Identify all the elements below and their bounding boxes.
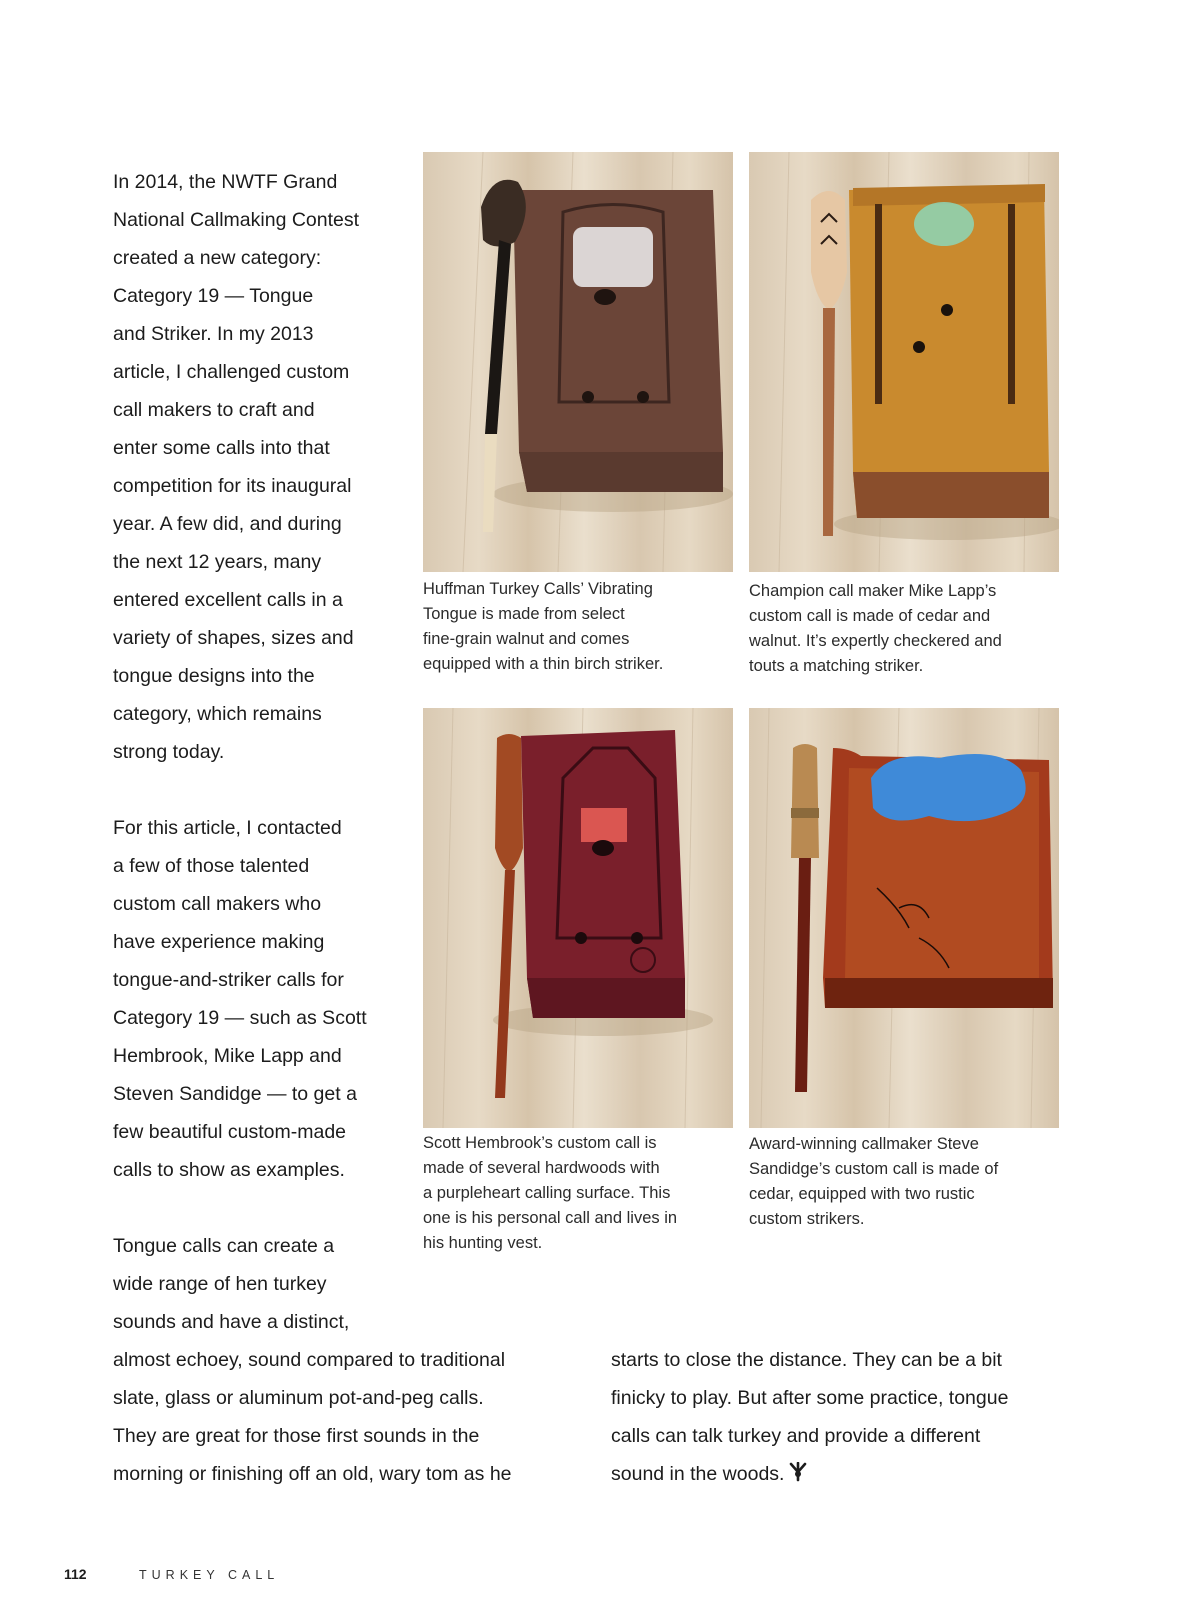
caption-huffman xyxy=(423,577,733,677)
body-line: Category 19 — such as Scott xyxy=(113,1007,367,1029)
caption-sandidge xyxy=(749,1132,1059,1232)
body-line: Tongue calls can create a xyxy=(113,1235,335,1257)
body-line: few beautiful custom-made xyxy=(113,1121,347,1143)
caption-lapp xyxy=(749,579,1059,679)
photo-huffman-call xyxy=(423,152,733,572)
caption-line: Champion call maker Mike Lapp’s xyxy=(749,582,997,600)
page-number: 112 xyxy=(64,1566,87,1582)
body-line: calls to show as examples. xyxy=(113,1159,345,1181)
caption-line: Scott Hembrook’s custom call is xyxy=(423,1134,657,1152)
caption-line: fine-grain walnut and comes xyxy=(423,630,630,648)
intro-line: tongue designs into the xyxy=(113,665,315,687)
body-line: slate, glass or aluminum pot-and-peg calls. xyxy=(113,1387,484,1409)
body-line: sound in the woods. xyxy=(611,1463,785,1485)
purpleheart-call-illustration xyxy=(423,708,733,1128)
caption-line: Tongue is made from select xyxy=(423,605,625,623)
caption-line: custom strikers. xyxy=(749,1210,865,1228)
caption-line: a purpleheart calling surface. This xyxy=(423,1184,671,1202)
caption-line: Award-winning callmaker Steve xyxy=(749,1135,979,1153)
caption-line: Huffman Turkey Calls’ Vibrating xyxy=(423,580,653,598)
caption-line: one is his personal call and lives in xyxy=(423,1209,678,1227)
closing-line xyxy=(611,1462,808,1486)
intro-line: enter some calls into that xyxy=(113,437,330,459)
turkey-track-icon xyxy=(788,1462,808,1482)
caption-line: custom call is made of cedar and xyxy=(749,607,991,625)
intro-line: article, I challenged custom xyxy=(113,361,350,383)
body-line: wide range of hen turkey xyxy=(113,1273,327,1295)
caption-line: his hunting vest. xyxy=(423,1234,543,1252)
body-line: have experience making xyxy=(113,931,325,953)
intro-line: competition for its inaugural xyxy=(113,475,352,497)
caption-line: made of several hardwoods with xyxy=(423,1159,660,1177)
body-line: For this article, I contacted xyxy=(113,817,342,839)
body-line: tongue-and-striker calls for xyxy=(113,969,344,991)
body-line: starts to close the distance. They can be a bit xyxy=(611,1349,1002,1371)
caption-line: touts a matching striker. xyxy=(749,657,924,675)
body-line: sounds and have a distinct, xyxy=(113,1311,350,1333)
intro-line: variety of shapes, sizes and xyxy=(113,627,354,649)
intro-line: category, which remains xyxy=(113,703,322,725)
caption-line: Sandidge’s custom call is made of xyxy=(749,1160,999,1178)
caption-line: cedar, equipped with two rustic xyxy=(749,1185,975,1203)
intro-line: year. A few did, and during xyxy=(113,513,342,535)
intro-line: strong today. xyxy=(113,741,225,763)
body-line: Steven Sandidge — to get a xyxy=(113,1083,357,1105)
intro-line: call makers to craft and xyxy=(113,399,315,421)
body-line: Hembrook, Mike Lapp and xyxy=(113,1045,342,1067)
photo-lapp-call xyxy=(749,152,1059,572)
caption-line: equipped with a thin birch striker. xyxy=(423,655,664,673)
intro-line: the next 12 years, many xyxy=(113,551,322,573)
intro-line: In 2014, the NWTF Grand xyxy=(113,171,338,193)
body-line: a few of those talented xyxy=(113,855,310,877)
body-line: calls can talk turkey and provide a different xyxy=(611,1425,981,1447)
cedar-call-illustration xyxy=(749,152,1059,572)
body-line: finicky to play. But after some practice, tongue xyxy=(611,1387,1009,1409)
running-head: TURKEY CALL xyxy=(139,1568,280,1582)
intro-line: National Callmaking Contest xyxy=(113,209,360,231)
caption-line: walnut. It’s expertly checkered and xyxy=(749,632,1002,650)
photo-sandidge-call xyxy=(749,708,1059,1128)
intro-line: entered excellent calls in a xyxy=(113,589,343,611)
body-line: They are great for those first sounds in the xyxy=(113,1425,480,1447)
intro-line: created a new category: xyxy=(113,247,322,269)
intro-line: Category 19 — Tongue xyxy=(113,285,314,307)
photo-hembrook-call xyxy=(423,708,733,1128)
body-line: almost echoey, sound compared to traditional xyxy=(113,1349,506,1371)
walnut-call-illustration xyxy=(423,152,733,572)
body-line: morning or finishing off an old, wary tom as he xyxy=(113,1463,512,1485)
body-line: custom call makers who xyxy=(113,893,322,915)
caption-hembrook xyxy=(423,1131,733,1256)
intro-line: and Striker. In my 2013 xyxy=(113,323,314,345)
red-cedar-call-illustration xyxy=(749,708,1059,1128)
